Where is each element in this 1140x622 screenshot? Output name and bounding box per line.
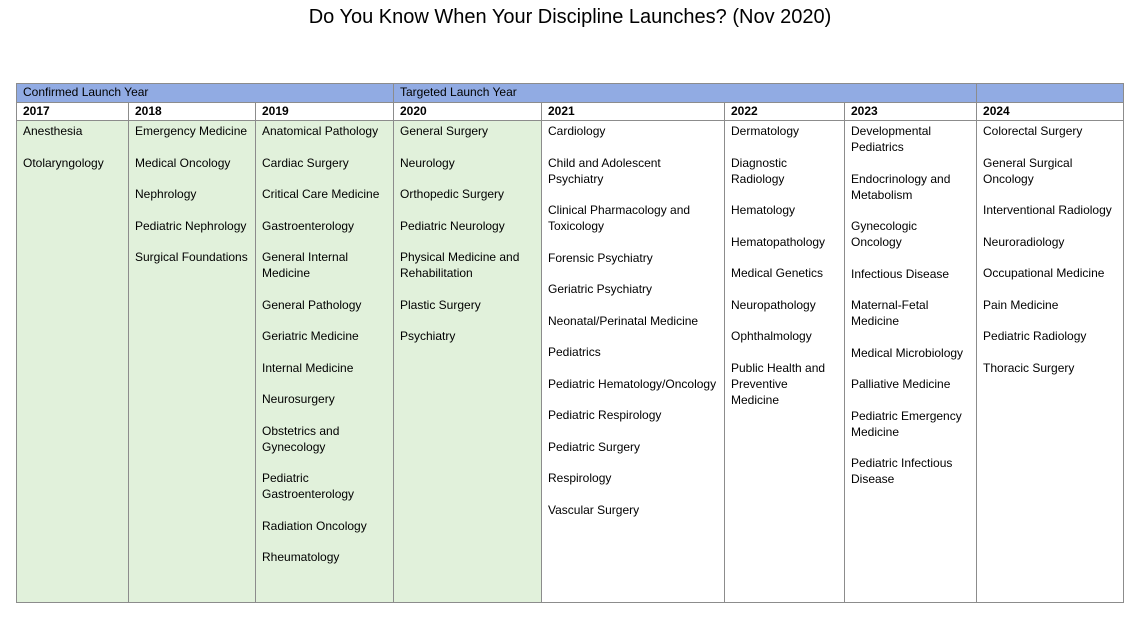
discipline-item: Geriatric Medicine xyxy=(262,329,359,343)
year-header: 2023 xyxy=(845,103,977,121)
discipline-item: Thoracic Surgery xyxy=(983,360,1075,375)
discipline-item: Occupational Medicine xyxy=(983,266,1105,280)
discipline-item: Psychiatry xyxy=(400,329,456,343)
discipline-column-2017 xyxy=(17,121,129,603)
page-title: Do You Know When Your Discipline Launches? (Nov 2020) xyxy=(308,6,832,28)
discipline-item: Pediatric Surgery xyxy=(548,439,641,454)
discipline-item: Obstetrics and Gynecology xyxy=(262,423,340,454)
discipline-column-2023 xyxy=(845,121,977,603)
discipline-item: General Surgical Oncology xyxy=(983,155,1073,186)
discipline-item: Pain Medicine xyxy=(983,297,1059,312)
discipline-item: Physical Medicine and Rehabilitation xyxy=(400,250,520,280)
discipline-item: Endocrinology and Metabolism xyxy=(851,171,951,202)
year-header: 2018 xyxy=(129,103,256,121)
discipline-item: Vascular Surgery xyxy=(548,502,640,517)
discipline-item: Pediatric Respirology xyxy=(548,408,662,422)
discipline-item: Pediatrics xyxy=(548,345,601,359)
discipline-item: Neurosurgery xyxy=(262,392,335,406)
discipline-item: Palliative Medicine xyxy=(851,377,951,391)
discipline-item: Rheumatology xyxy=(262,550,340,564)
targeted-launch-header: Targeted Launch Year xyxy=(394,84,977,103)
discipline-item: Critical Care Medicine xyxy=(262,187,380,201)
discipline-item: Hematopathology xyxy=(731,234,826,249)
discipline-item: Neurology xyxy=(400,155,455,170)
discipline-item: Pediatric Neurology xyxy=(400,218,505,233)
discipline-item: Pediatric Radiology xyxy=(983,329,1087,343)
discipline-item: Colorectal Surgery xyxy=(983,124,1083,138)
discipline-column-2019 xyxy=(256,121,394,603)
discipline-column-2021 xyxy=(542,121,725,603)
discipline-item: Emergency Medicine xyxy=(135,124,248,138)
discipline-item: Plastic Surgery xyxy=(400,297,481,312)
discipline-column-2018 xyxy=(129,121,256,603)
discipline-item: Gynecologic Oncology xyxy=(851,219,918,249)
launch-schedule-table xyxy=(16,83,1124,603)
category-row xyxy=(17,84,1124,103)
discipline-item: Medical Genetics xyxy=(731,266,824,280)
discipline-body-row xyxy=(17,121,1124,603)
year-header: 2020 xyxy=(394,103,542,121)
discipline-item: Ophthalmology xyxy=(731,329,812,343)
discipline-item: Gastroenterology xyxy=(262,218,355,233)
discipline-item: Pediatric Infectious Disease xyxy=(851,456,953,486)
discipline-item: Dermatology xyxy=(731,124,800,138)
discipline-item: Anatomical Pathology xyxy=(262,124,379,138)
discipline-column-2024 xyxy=(977,121,1124,603)
discipline-item: Pediatric Nephrology xyxy=(135,218,247,233)
discipline-column-2020 xyxy=(394,121,542,603)
discipline-item: Neuropathology xyxy=(731,297,816,312)
discipline-item: Orthopedic Surgery xyxy=(400,187,505,201)
discipline-item: Anesthesia xyxy=(23,124,83,138)
discipline-item: Cardiology xyxy=(548,124,606,138)
discipline-item: Neuroradiology xyxy=(983,234,1065,249)
discipline-item: Neonatal/Perinatal Medicine xyxy=(548,313,699,328)
discipline-item: Internal Medicine xyxy=(262,360,354,375)
discipline-item: Pediatric Emergency Medicine xyxy=(851,408,962,439)
year-header: 2024 xyxy=(977,103,1124,121)
discipline-item: Medical Microbiology xyxy=(851,345,964,360)
discipline-item: Nephrology xyxy=(135,187,197,201)
discipline-item: Developmental Pediatrics xyxy=(851,124,932,154)
discipline-item: General Internal Medicine xyxy=(262,250,349,280)
discipline-item: Public Health and Preventive Medicine xyxy=(731,360,826,407)
discipline-item: Geriatric Psychiatry xyxy=(548,282,653,296)
discipline-item: Otolaryngology xyxy=(23,155,104,170)
discipline-item: Maternal-Fetal Medicine xyxy=(851,298,929,328)
discipline-item: Hematology xyxy=(731,203,796,217)
year-header: 2017 xyxy=(17,103,129,121)
discipline-item: General Surgery xyxy=(400,124,489,138)
year-header: 2019 xyxy=(256,103,394,121)
year-header: 2022 xyxy=(725,103,845,121)
discipline-item: Surgical Foundations xyxy=(135,250,248,264)
discipline-item: Clinical Pharmacology and Toxicology xyxy=(548,203,691,233)
discipline-item: General Pathology xyxy=(262,297,362,312)
discipline-item: Forensic Psychiatry xyxy=(548,250,653,265)
discipline-item: Diagnostic Radiology xyxy=(731,155,788,186)
year-header: 2021 xyxy=(542,103,725,121)
confirmed-launch-header: Confirmed Launch Year xyxy=(17,84,394,103)
year-header-row xyxy=(17,103,1124,121)
discipline-item: Radiation Oncology xyxy=(262,518,367,533)
discipline-column-2022 xyxy=(725,121,845,603)
discipline-item: Pediatric Gastroenterology xyxy=(262,471,355,501)
discipline-item: Infectious Disease xyxy=(851,266,950,281)
discipline-item: Child and Adolescent Psychiatry xyxy=(548,155,661,186)
discipline-item: Pediatric Hematology/Oncology xyxy=(548,376,717,391)
discipline-item: Interventional Radiology xyxy=(983,203,1112,217)
discipline-item: Medical Oncology xyxy=(135,155,231,170)
discipline-item: Cardiac Surgery xyxy=(262,155,349,170)
blank-category-header xyxy=(977,84,1124,103)
discipline-item: Respirology xyxy=(548,471,612,485)
